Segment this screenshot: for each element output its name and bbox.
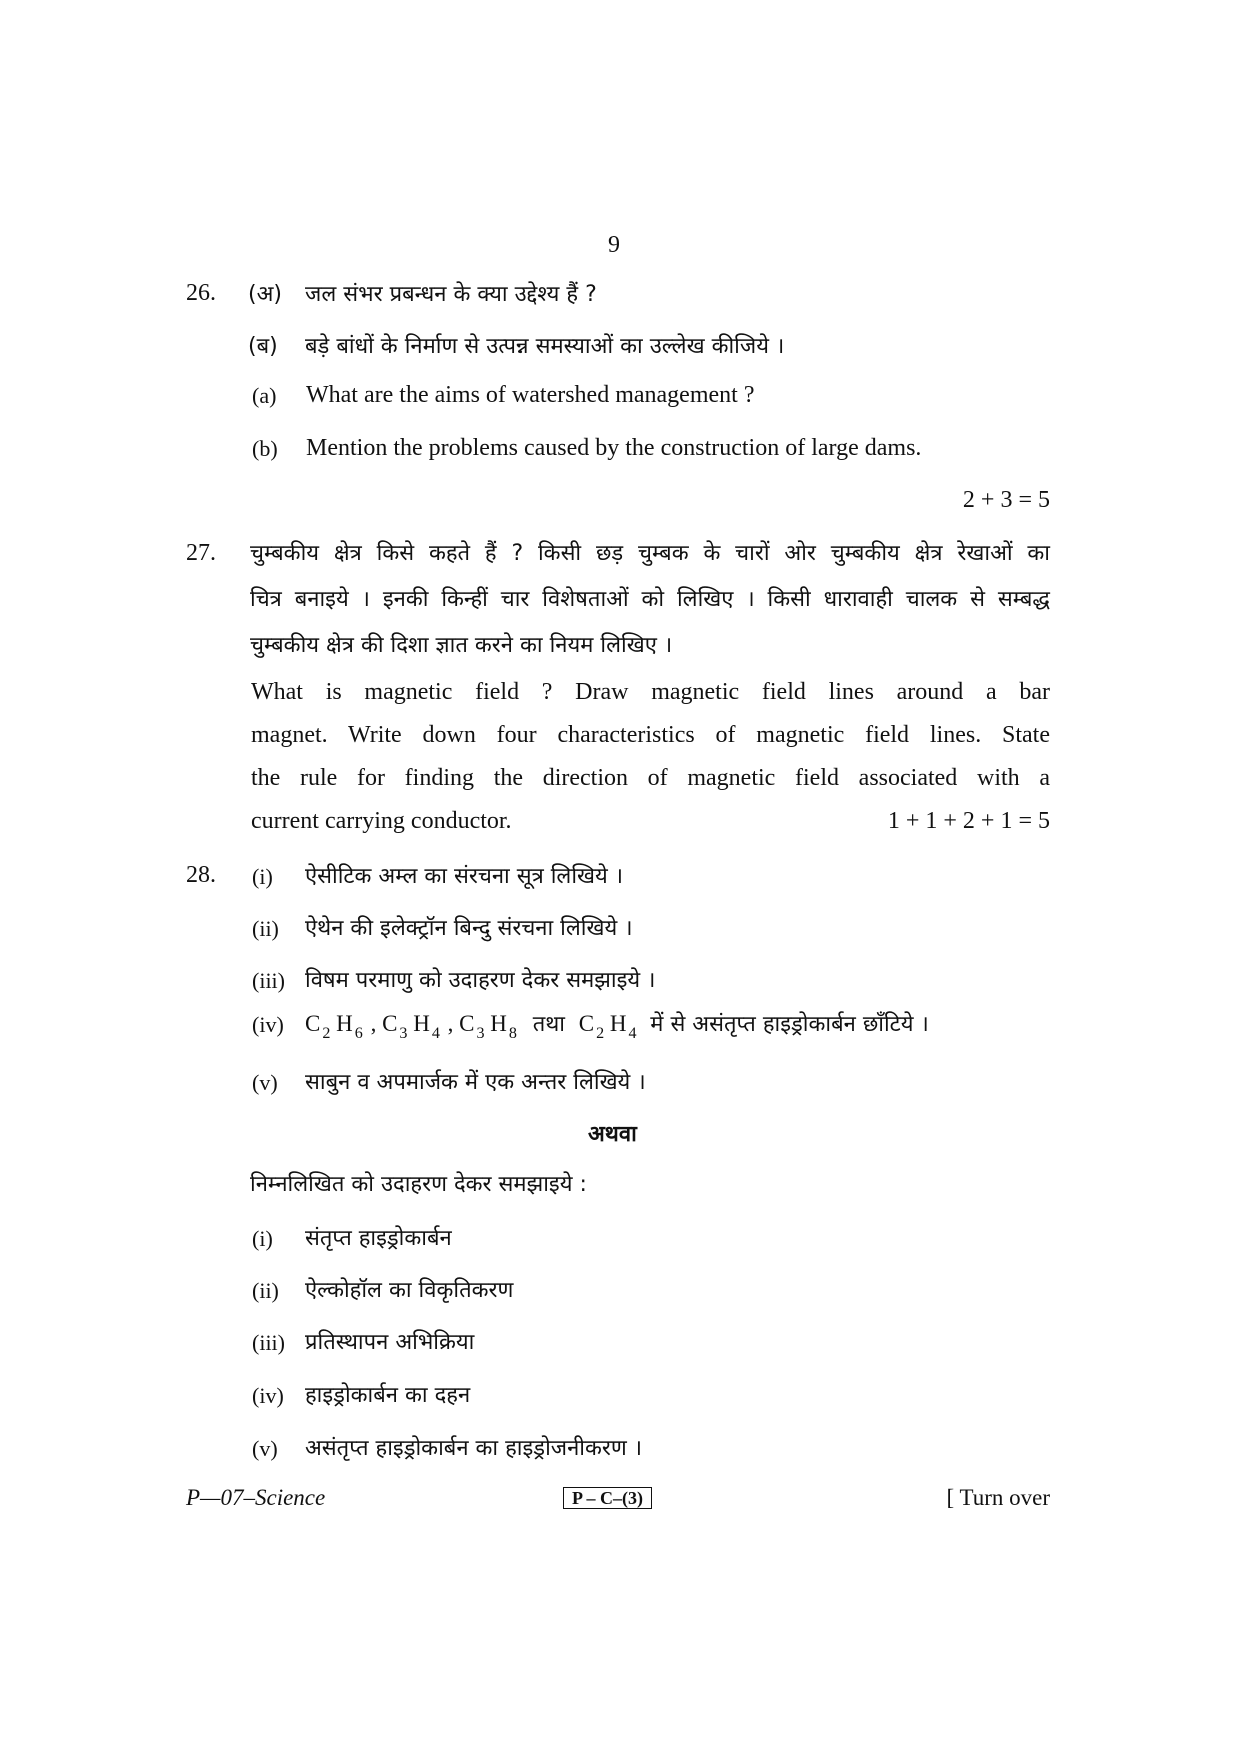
q28-number: 28.: [186, 862, 216, 888]
q27-marks: 1 + 1 + 2 + 1 = 5: [887, 808, 1050, 834]
q28-or-part-iv-text: हाइड्रोकार्बन का दहन: [305, 1383, 471, 1408]
q28-or-part-i-label: (i): [252, 1226, 273, 1251]
q26-number: 26.: [186, 280, 216, 306]
q27-english-line-1: What is magnetic field ? Draw magnetic field lines around a bar: [251, 679, 1050, 705]
q27-english-line-3: the rule for finding the direction of magnetic field associated with a: [251, 765, 1050, 791]
q27-hindi-line-1: चुम्बकीय क्षेत्र किसे कहते हैं ? किसी छड़ चुम्बक के चारों ओर चुम्बकीय क्षेत्र रेखाओं का: [250, 541, 1050, 566]
q26-marks: 2 + 3 = 5: [962, 487, 1050, 513]
q28-part-iii-label: (iii): [252, 968, 285, 993]
q28-part-v-label: (v): [252, 1070, 278, 1095]
q27-hindi-line-3: चुम्बकीय क्षेत्र की दिशा ज्ञात करने का नियम लिखिए ।: [250, 633, 673, 658]
footer-set-code-box: P – C–(3): [563, 1487, 652, 1509]
q28-or-intro: निम्नलिखित को उदाहरण देकर समझाइये :: [250, 1172, 587, 1197]
q27-hindi-line-2: चित्र बनाइये । इनकी किन्हीं चार विशेषताओं को लिखिए । किसी धारावाही चालक से सम्बद्ध: [250, 587, 1050, 612]
q28-part-iv-formulas: C $_2$ H $_6$ , C $_3$ H $_4$ , C $_3$ H $_8$ तथा C $_2$ H $_4$ में से असंतृप्त हाइड्रोकार्बन छाँटिये ।: [305, 1011, 929, 1043]
q26-part-a-hi-label: (अ): [248, 282, 282, 307]
q27-number: 27.: [186, 540, 216, 566]
q28-or-part-iii-label: (iii): [252, 1330, 285, 1355]
q28-or-part-ii-label: (ii): [252, 1278, 279, 1303]
q28-part-i-text: ऐसीटिक अम्ल का संरचना सूत्र लिखिये ।: [305, 864, 624, 889]
q28-or-label: अथवा: [588, 1122, 637, 1147]
q28-part-v-text: साबुन व अपमार्जक में एक अन्तर लिखिये ।: [305, 1070, 646, 1095]
q26-part-b-hi-text: बड़े बांधों के निर्माण से उत्पन्न समस्याओं का उल्लेख कीजिये ।: [305, 334, 785, 359]
q28-or-part-v-text: असंतृप्त हाइड्रोकार्बन का हाइड्रोजनीकरण ।: [305, 1436, 643, 1461]
formula-c2h6: C $_2$ H $_6$: [305, 1011, 363, 1043]
q26-part-b-en-text: Mention the problems caused by the construction of large dams.: [306, 435, 922, 461]
q28-or-part-ii-text: ऐल्कोहॉल का विकृतिकरण: [305, 1278, 514, 1303]
q26-part-a-en-label: (a): [252, 383, 277, 408]
q26-part-b-hi-label: (ब): [248, 334, 278, 359]
q28-part-iv-conjunction: तथा: [532, 1012, 565, 1037]
q28-or-part-v-label: (v): [252, 1436, 278, 1461]
q28-part-i-label: (i): [252, 864, 273, 889]
footer-paper-code: P—07–Science: [186, 1485, 326, 1510]
q26-part-b-en-label: (b): [252, 436, 278, 461]
q27-english-line-4: current carrying conductor.: [251, 808, 512, 834]
q28-or-part-iv-label: (iv): [252, 1383, 284, 1408]
q28-or-part-i-text: संतृप्त हाइड्रोकार्बन: [305, 1226, 452, 1251]
q28-part-ii-label: (ii): [252, 916, 279, 941]
q28-part-iv-label: (iv): [252, 1012, 284, 1037]
formula-c3h4: C $_3$ H $_4$: [382, 1011, 440, 1043]
q27-english-line-2: magnet. Write down four characteristics of magnetic field lines. State: [251, 722, 1050, 748]
q28-part-iv-suffix: में से असंतृप्त हाइड्रोकार्बन छाँटिये ।: [650, 1012, 929, 1037]
page-number: 9: [608, 232, 620, 258]
q28-part-ii-text: ऐथेन की इलेक्ट्रॉन बिन्दु संरचना लिखिये ।: [305, 916, 633, 941]
q26-part-a-hi-text: जल संभर प्रबन्धन के क्या उद्देश्य हैं ?: [305, 282, 597, 307]
formula-c3h8: C $_3$ H $_8$: [459, 1011, 517, 1043]
footer-turn-over: [ Turn over: [946, 1485, 1050, 1510]
q28-part-iii-text: विषम परमाणु को उदाहरण देकर समझाइये ।: [305, 968, 656, 993]
footer-set-code: [563, 1488, 652, 1509]
q26-part-a-en-text: What are the aims of watershed management ?: [306, 382, 755, 408]
formula-c2h4: C $_2$ H $_4$: [578, 1011, 637, 1043]
q28-or-part-iii-text: प्रतिस्थापन अभिक्रिया: [305, 1330, 475, 1355]
